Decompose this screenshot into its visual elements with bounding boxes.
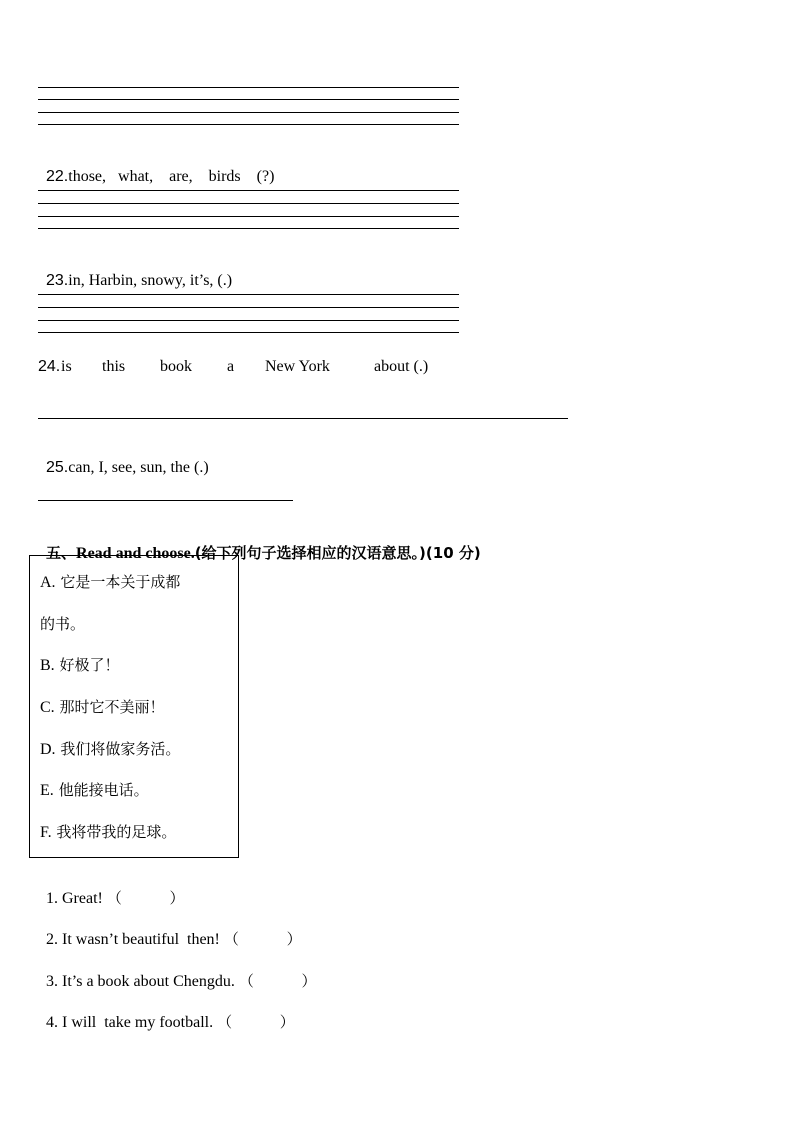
question-words: can, I, see, sun, the (.)	[68, 459, 209, 476]
writing-line	[38, 216, 459, 217]
writing-line	[38, 124, 459, 125]
writing-line	[38, 294, 459, 295]
writing-line	[38, 228, 459, 229]
writing-line	[38, 87, 459, 88]
writing-line	[38, 320, 459, 321]
item-4	[38, 993, 295, 1032]
question-number: 25.	[46, 459, 69, 476]
options-box	[29, 555, 239, 858]
section-title-en: Read and choose.	[76, 545, 195, 562]
option-c: C. 那时它不美丽！	[40, 698, 165, 716]
option-f: F. 我将带我的足球。	[40, 823, 177, 841]
writing-line	[38, 99, 459, 100]
answer-blank[interactable]: （ ）	[106, 889, 185, 907]
answer-line	[38, 418, 568, 419]
item-3	[38, 952, 317, 991]
question-word: is	[61, 358, 72, 375]
question-word: about (.)	[374, 358, 429, 375]
section-title-cn: (给下列句子选择相应的汉语意思。)(10 分)	[194, 544, 481, 562]
option-d: D. 我们将做家务活。	[40, 740, 181, 758]
section-number: 五、	[46, 544, 77, 562]
item-sentence: 3. It’s a book about Chengdu.	[46, 973, 235, 990]
writing-line	[38, 203, 459, 204]
writing-line	[38, 332, 459, 333]
question-word: New York	[265, 358, 330, 375]
item-sentence: 2. It wasn’t beautiful then!	[46, 931, 220, 948]
option-a-continued: 的书。	[40, 615, 86, 633]
answer-blank[interactable]: （ ）	[223, 930, 302, 948]
question-words: those, what, are, birds (?)	[68, 168, 275, 185]
option-e: E. 他能接电话。	[40, 781, 149, 799]
answer-blank[interactable]: （ ）	[238, 972, 317, 990]
item-2	[38, 910, 302, 949]
question-23	[38, 254, 232, 290]
question-word: a	[227, 358, 235, 375]
option-a: A. 它是一本关于成都	[40, 573, 181, 591]
answer-blank[interactable]: （ ）	[217, 1013, 295, 1031]
writing-line	[38, 307, 459, 308]
question-word: this	[102, 358, 126, 375]
question-number: 24.	[38, 358, 61, 375]
writing-line	[38, 190, 459, 191]
answer-line	[38, 500, 293, 501]
option-b: B. 好极了！	[40, 656, 120, 674]
question-number: 23.	[46, 272, 69, 289]
question-22	[38, 150, 274, 186]
item-sentence: 4. I will take my football.	[46, 1014, 214, 1031]
question-25	[38, 441, 209, 477]
item-sentence: 1. Great!	[46, 890, 103, 907]
writing-line	[38, 112, 459, 113]
question-word: book	[160, 358, 192, 375]
question-words: in, Harbin, snowy, it’s, (.)	[68, 272, 233, 289]
item-1	[38, 869, 185, 908]
question-number: 22.	[46, 168, 69, 185]
question-24	[38, 358, 538, 380]
